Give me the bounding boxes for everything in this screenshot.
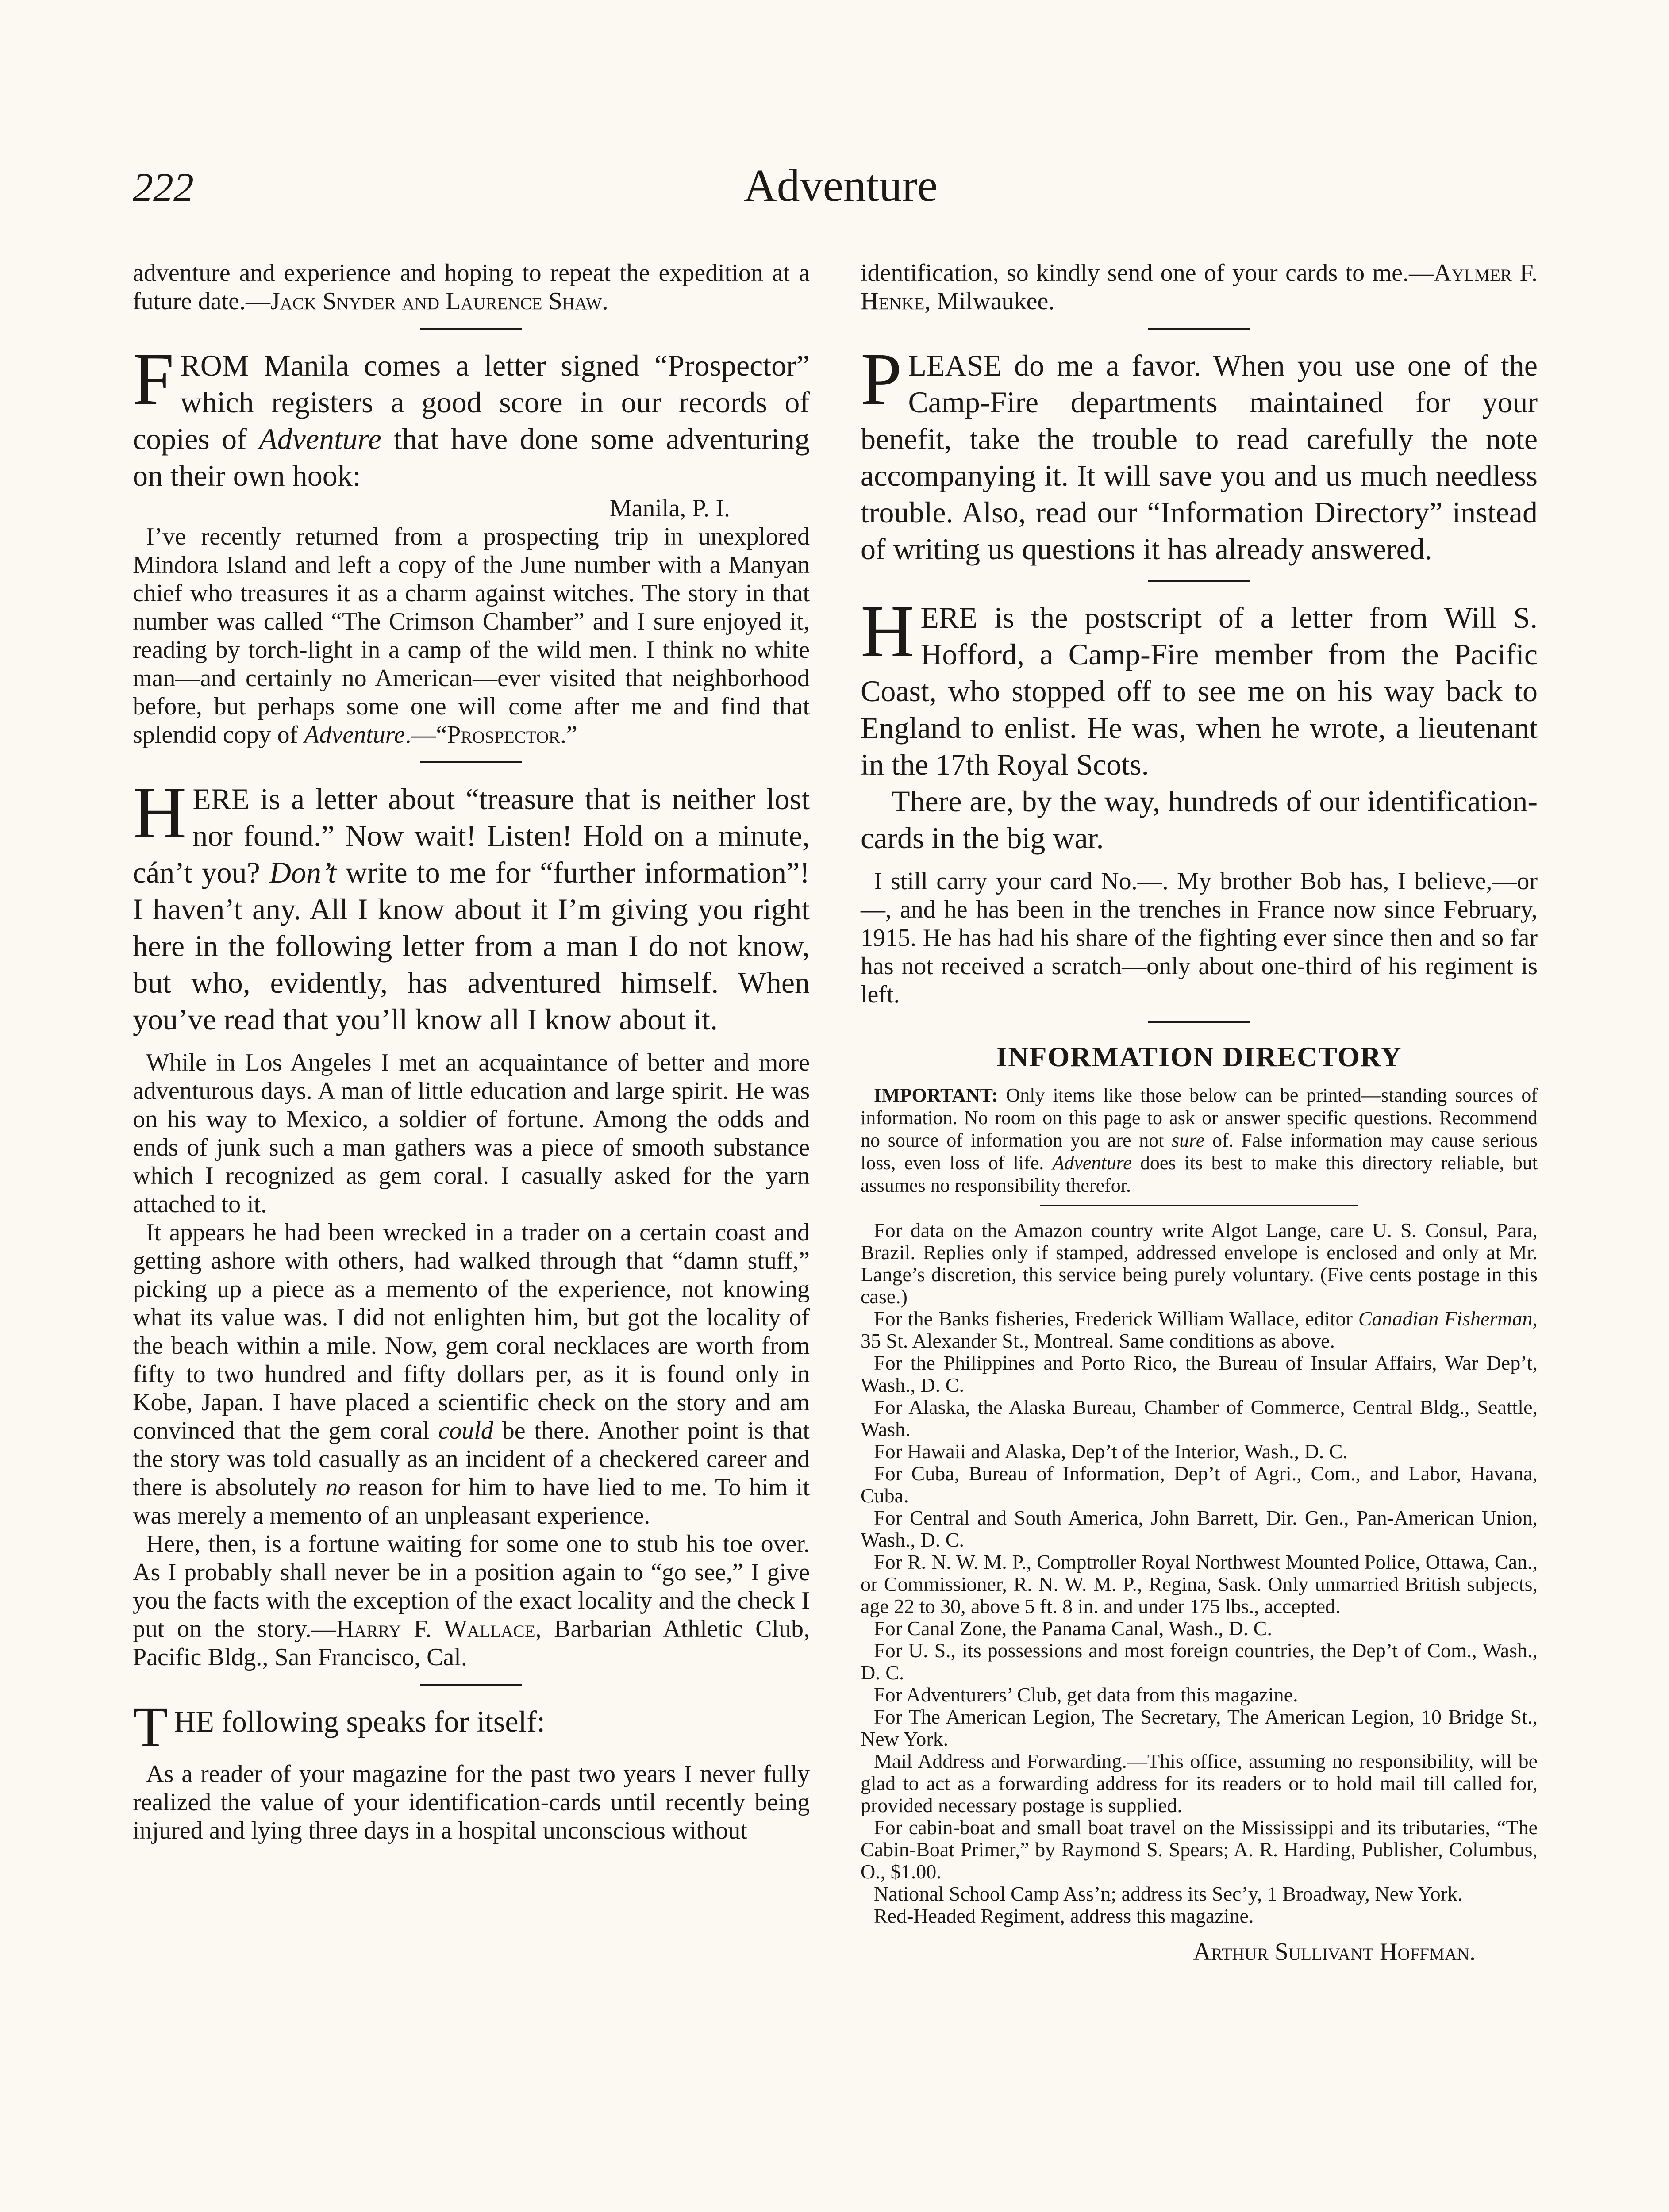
- signature: Jack Snyder and Laurence Shaw.: [270, 288, 608, 315]
- section-divider: [1148, 328, 1250, 330]
- letter-paragraph: As a reader of your magazine for the past two years I never fully realized the value of your identification-cards until recently being injured and lying three days in a hospital unconscious without: [133, 1760, 810, 1844]
- drop-cap: H: [861, 590, 915, 672]
- directory-entry: For Alaska, the Alaska Bureau, Chamber of Commerce, Central Bldg., Seattle, Wash.: [861, 1396, 1538, 1440]
- drop-cap: H: [133, 772, 187, 854]
- paragraph: There are, by the way, hundreds of our identification-cards in the big war.: [861, 784, 1538, 855]
- directory-entry: For Adventurers’ Club, get data from this magazine.: [874, 1683, 1298, 1706]
- section-please-note: PLEASE do me a favor. When you use one of the Camp-Fire departments maintained for your benefit, take the trouble to read carefully the note accompanying it. It will save you and us much needless trouble. Also, read our “Information Directory” instead of writing us questions it has already answered.: [861, 338, 1538, 566]
- letter-place: Manila, P. I.: [609, 495, 730, 522]
- section-speaks-intro: THE following speaks for itself:: [133, 1695, 545, 1759]
- section-prospector-intro: FROM Manila comes a letter signed “Prospector” which registers a good score in our records of copies of Adventure that have done some adventuring on their own hook:: [133, 338, 810, 492]
- directory-entry: Mail Address and Forwarding.—This office, assuming no responsibility, will be glad to act as a forwarding address for its readers or to hold mail till called for, provided necessary postage is supplied.: [861, 1750, 1538, 1816]
- letter-paragraph: Here, then, is a fortune waiting for some one to stub his toe over. As I probably shall never be in a position again to “go see,” I give you the facts with the exception of the exact locality and the check I put on the story.—Harry F. Wallace, Barbarian Athletic Club, Pacific Bldg., San Francisco, Cal.: [133, 1530, 810, 1671]
- paragraph-continuation: adventure and experience and hoping to repeat the expedition at a future date.—Jack Snyder and Laurence Shaw.: [133, 259, 810, 315]
- directory-divider: [1040, 1205, 1358, 1206]
- signature: Aylmer F. Henke: [861, 259, 1538, 315]
- letter-paragraph: I still carry your card No.—. My brother Bob has, I believe,—or—, and he has been in the trenches in France now since February, 1915. He has had his share of the fighting ever since then and so far has not received a scratch—only about one-third of his regiment is left.: [861, 868, 1538, 1008]
- left-column: [133, 259, 810, 1845]
- directory-entry: For U. S., its possessions and most foreign countries, the Dep’t of Com., Wash., D. C.: [861, 1639, 1538, 1684]
- section-divider: [1148, 1021, 1250, 1023]
- drop-cap: F: [133, 338, 174, 420]
- directory-entry: For cabin-boat and small boat travel on the Mississippi and its tributaries, “The Cabin-Boat Primer,” by Raymond S. Spears; A. R. Harding, Publisher, Columbus, O., $1.00.: [861, 1816, 1538, 1883]
- page-number: 222: [133, 165, 194, 210]
- directory-important-note: IMPORTANT: Only items like those below can be printed—standing sources of information. No room on this page to ask or answer specific questions. Recommend no source of information you are not sure of. False information may cause serious loss, even loss of life. Adventure does its best to make this directory reliable, but assumes no responsibility therefor.: [861, 1084, 1538, 1196]
- letter-paragraph: It appears he had been wrecked in a trader on a certain coast and getting ashore with others, had walked through that “damn stuff,” picking up a piece as a memento of the experience, not knowing what its value was. I did not enlighten him, but got the locality of the beach within a mile. Now, gem coral necklaces are worth from fifty to two hundred and fifty dollars per, as it is found only in Kobe, Japan. I have placed a scientific check on the story and am convinced that the gem coral could be there. Another point is that the story was told casually as an incident of a checkered career and there is absolutely no reason for him to have lied to me. To him it was merely a memento of an unpleasant experience.: [133, 1219, 810, 1529]
- letter-continuation: identification, so kindly send one of your cards to me.—Aylmer F. Henke, Milwaukee.: [861, 259, 1538, 315]
- page-header: [133, 160, 1549, 234]
- signature: “Prospector.”: [436, 721, 577, 749]
- signature: Harry F. Wallace: [336, 1615, 535, 1643]
- letter-paragraph: While in Los Angeles I met an acquaintance of better and more adventurous days. A man of little education and large spirit. He was on his way to Mexico, a soldier of fortune. Among the odds and ends of junk such a man gathers was a piece of smooth substance which I recognized as gem coral. I casually asked for the yarn attached to it.: [133, 1049, 810, 1218]
- section-divider: [420, 761, 522, 763]
- directory-entry: For Cuba, Bureau of Information, Dep’t of Agri., Com., and Labor, Havana, Cuba.: [861, 1462, 1538, 1507]
- right-column: [861, 259, 1538, 1966]
- directory-entry: National School Camp Ass’n; address its Sec’y, 1 Broadway, New York.: [874, 1882, 1463, 1905]
- drop-cap: T: [133, 1695, 168, 1759]
- directory-heading: INFORMATION DIRECTORY: [996, 1041, 1402, 1072]
- letter-prospector: I’ve recently returned from a prospecting trip in unexplored Mindora Island and left a copy of the June number with a Manyan chief who treasures it as a charm against witches. The story in that number was called “The Crimson Chamber” and I sure enjoyed it, reading by torch-light in a camp of the wild men. I think no white man—and certainly no American—ever visited that neighborhood before, but perhaps some one will come after me and find that splendid copy of Adventure.—“Prospector.”: [133, 523, 810, 749]
- section-divider: [420, 328, 522, 330]
- directory-entry: For Hawaii and Alaska, Dep’t of the Interior, Wash., D. C.: [874, 1440, 1348, 1463]
- section-hofford-intro: HERE is the postscript of a letter from Will S. Hofford, a Camp-Fire member from the Pacific Coast, who stopped off to see me on his way back to England to enlist. He was, when he wrote, a lieutenant in the 17th Royal Scots.: [861, 590, 1538, 781]
- section-divider: [420, 1684, 522, 1686]
- directory-entry: For the Banks fisheries, Frederick William Wallace, editor Canadian Fisherman, 35 St. Alexander St., Montreal. Same conditions as above.: [861, 1307, 1538, 1352]
- directory-entry: For R. N. W. M. P., Comptroller Royal Northwest Mounted Police, Ottawa, Can., or Commissioner, R. N. W. M. P., Regina, Sask. Only unmarried British subjects, age 22 to 30, above 5 ft. 8 in. and under 175 lbs., accepted.: [861, 1551, 1538, 1617]
- directory-entry: For data on the Amazon country write Algot Lange, care U. S. Consul, Para, Brazil. Replies only if stamped, addressed envelope is enclosed and only at Mr. Lange’s discretion, this service being purely voluntary. (Five cents postage in this case.): [861, 1219, 1538, 1308]
- running-title: Adventure: [743, 160, 938, 211]
- directory-entry: For The American Legion, The Secretary, The American Legion, 10 Bridge St., New York.: [861, 1705, 1538, 1750]
- directory-entry: For Canal Zone, the Panama Canal, Wash., D. C.: [874, 1617, 1272, 1640]
- drop-cap: P: [861, 338, 902, 420]
- editor-signature: Arthur Sullivant Hoffman.: [1193, 1938, 1476, 1966]
- directory-entry: Red-Headed Regiment, address this magazine.: [874, 1905, 1254, 1927]
- directory-entry: For the Philippines and Porto Rico, the Bureau of Insular Affairs, War Dep’t, Wash., D. C.: [861, 1352, 1538, 1396]
- directory-entry: For Central and South America, John Barrett, Dir. Gen., Pan-American Union, Wash., D. C.: [861, 1506, 1538, 1551]
- section-divider: [1148, 580, 1250, 582]
- directory-list: [861, 1219, 1538, 1927]
- section-treasure-intro: HERE is a letter about “treasure that is neither lost nor found.” Now wait! Listen! Hold on a minute, cán’t you? Don’t write to me for “further information”! I haven’t any. All I know about it I’m giving you right here in the following letter from a man I do not know, but who, evidently, has adventured himself. When you’ve read that you’ll know all I know about it.: [133, 772, 810, 1036]
